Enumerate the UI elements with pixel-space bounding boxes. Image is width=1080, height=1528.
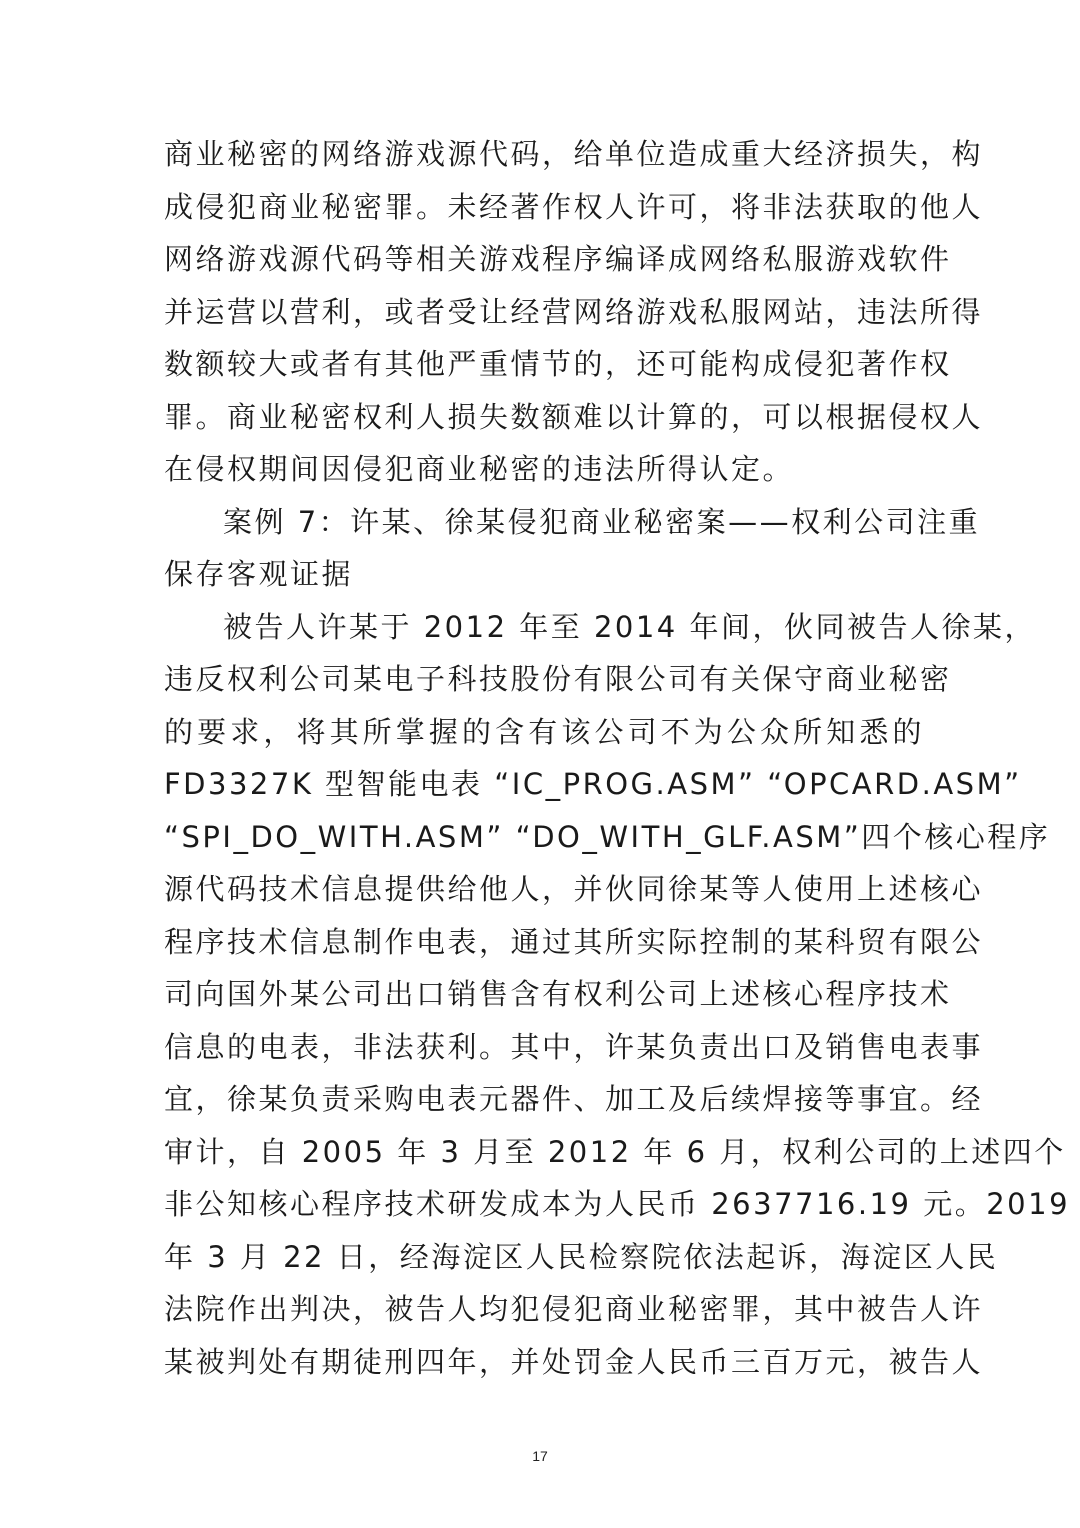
case-heading-line: 保存客观证据 (164, 557, 354, 591)
text-line: 某被判处有期徒刑四年，并处罚金人民币三百万元，被告人 (164, 1344, 984, 1379)
text-line: 在侵权期间因侵犯商业秘密的违法所得认定。 (164, 452, 795, 486)
body-text (164, 128, 1071, 1388)
page-number: 17 (532, 1448, 548, 1464)
text-line: 年 3 月 22 日，经海淀区人民检察院依法起诉，海淀区人民 (164, 1239, 999, 1274)
text-line: 商业秘密的网络游戏源代码，给单位造成重大经济损失，构 (164, 137, 984, 171)
text-line: 非公知核心程序技术研发成本为人民币 2637716.19 元。2019 (164, 1187, 1071, 1221)
text-line: “SPI_DO_WITH.ASM” “DO_WITH_GLF.ASM”四个核心程序 (164, 819, 1051, 854)
text-line: 源代码技术信息提供给他人，并伙同徐某等人使用上述核心 (164, 872, 984, 906)
text-line: 并运营以营利，或者受让经营网络游戏私服网站，违法所得 (164, 294, 984, 329)
text-line: 程序技术信息制作电表，通过其所实际控制的某科贸有限公 (164, 924, 984, 959)
text-line: 法院作出判决，被告人均犯侵犯商业秘密罪，其中被告人许 (164, 1292, 984, 1326)
text-line: 的要求，将其所掌握的含有该公司不为公众所知悉的 (164, 714, 924, 749)
text-line: 罪。商业秘密权利人损失数额难以计算的，可以根据侵权人 (164, 399, 984, 434)
text-line: 司向国外某公司出口销售含有权利公司上述核心程序技术 (164, 977, 952, 1011)
case-heading-line: 案例 7：许某、徐某侵犯商业秘密案——权利公司注重 (223, 504, 981, 539)
text-line: 被告人许某于 2012 年至 2014 年间，伙同被告人徐某， (223, 609, 1036, 644)
text-line: 违反权利公司某电子科技股份有限公司有关保守商业秘密 (164, 662, 952, 696)
text-line: 宜，徐某负责采购电表元器件、加工及后续焊接等事宜。经 (164, 1082, 984, 1116)
text-line: FD3327K 型智能电表 “IC_PROG.ASM” “OPCARD.ASM” (164, 767, 1022, 801)
text-line: 成侵犯商业秘密罪。未经著作权人许可，将非法获取的他人 (164, 189, 984, 224)
text-line: 信息的电表，非法获利。其中，许某负责出口及销售电表事 (164, 1029, 984, 1064)
text-line: 审计，自 2005 年 3 月至 2012 年 6 月，权利公司的上述四个 (164, 1134, 1066, 1169)
text-line: 数额较大或者有其他严重情节的，还可能构成侵犯著作权 (164, 347, 952, 381)
text-line: 网络游戏源代码等相关游戏程序编译成网络私服游戏软件 (164, 242, 952, 276)
